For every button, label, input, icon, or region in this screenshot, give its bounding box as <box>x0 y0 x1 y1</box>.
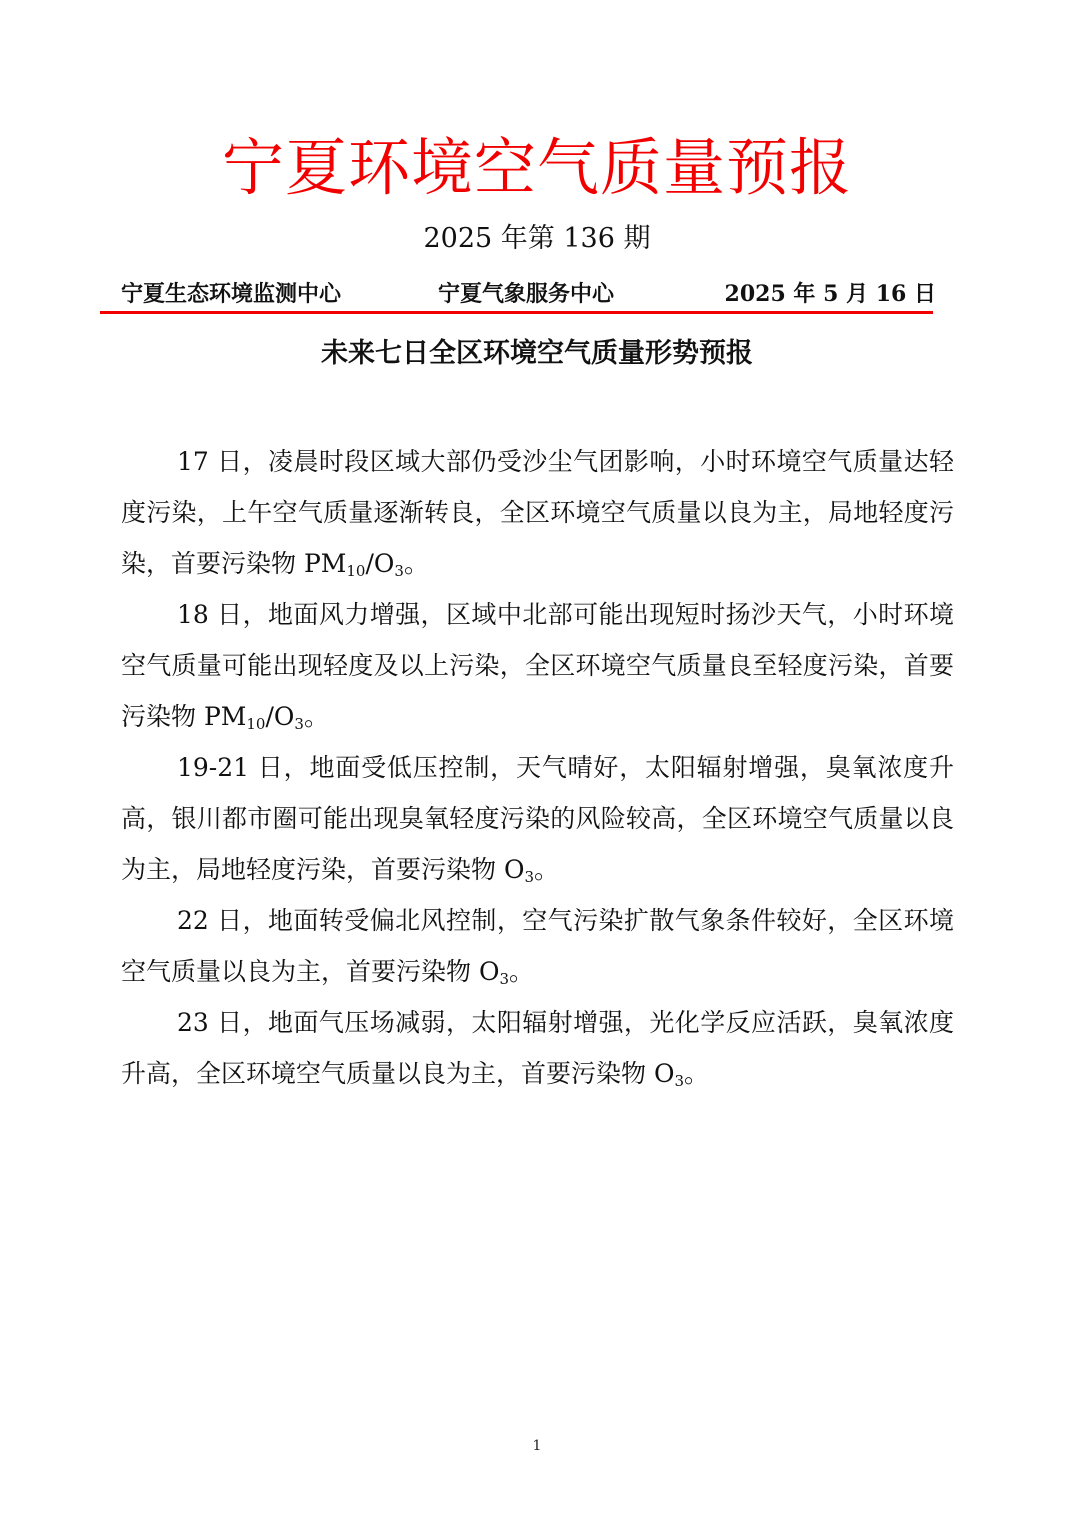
paragraph-text: 23 日，地面气压场减弱，太阳辐射增强，光化学反应活跃，臭氧浓度升高，全区环境空气质量以良为主，首要污染物 O <box>121 1008 954 1088</box>
issuer-monitoring-center: 宁夏生态环境监测中心 <box>121 281 342 307</box>
paragraph-tail: 。 <box>534 855 560 884</box>
issue-number: 2025 年第 136 期 <box>423 223 651 254</box>
forecast-paragraph-day19-21 <box>121 742 954 895</box>
paragraph-text: 18 日，地面风力增强，区域中北部可能出现短时扬沙天气，小时环境空气质量可能出现轻度及以上污染，全区环境空气质量良至轻度污染，首要污染物 PM <box>121 600 954 731</box>
red-divider-line <box>100 311 933 314</box>
forecast-paragraph-day22 <box>121 895 954 997</box>
subscript-3: 3 <box>294 715 304 733</box>
forecast-paragraph-day17 <box>121 436 954 589</box>
page-number: 1 <box>532 1438 542 1454</box>
forecast-body <box>121 436 954 1099</box>
masthead-title: 宁夏环境空气质量预报 <box>221 131 852 204</box>
subscript-10: 10 <box>346 562 366 580</box>
forecast-paragraph-day18 <box>121 589 954 742</box>
paragraph-text: 17 日，凌晨时段区域大部仍受沙尘气团影响，小时环境空气质量达轻度污染，上午空气质量逐渐转良，全区环境空气质量以良为主，局地轻度污染，首要污染物 PM <box>121 447 954 578</box>
subscript-3: 3 <box>674 1072 684 1090</box>
paragraph-mid: /O <box>365 549 395 578</box>
paragraph-mid: /O <box>265 702 295 731</box>
forecast-paragraph-day23 <box>121 997 954 1099</box>
subscript-10: 10 <box>246 715 266 733</box>
paragraph-tail: 。 <box>684 1059 710 1088</box>
paragraph-tail: 。 <box>403 549 429 578</box>
subscript-3: 3 <box>394 562 404 580</box>
paragraph-tail: 。 <box>509 957 535 986</box>
paragraph-tail: 。 <box>303 702 329 731</box>
forecast-headline: 未来七日全区环境空气质量形势预报 <box>321 338 753 369</box>
issuer-row <box>121 276 936 312</box>
issue-date: 2025 年 5 月 16 日 <box>724 281 936 307</box>
subscript-3: 3 <box>524 868 534 886</box>
subscript-3: 3 <box>499 970 509 988</box>
issuer-weather-center: 宁夏气象服务中心 <box>438 281 615 307</box>
paragraph-text: 19-21 日，地面受低压控制，天气晴好，太阳辐射增强，臭氧浓度升高，银川都市圈可能出现臭氧轻度污染的风险较高，全区环境空气质量以良为主，局地轻度污染，首要污染物 O <box>121 753 954 884</box>
paragraph-text: 22 日，地面转受偏北风控制，空气污染扩散气象条件较好，全区环境空气质量以良为主，首要污染物 O <box>121 906 954 986</box>
